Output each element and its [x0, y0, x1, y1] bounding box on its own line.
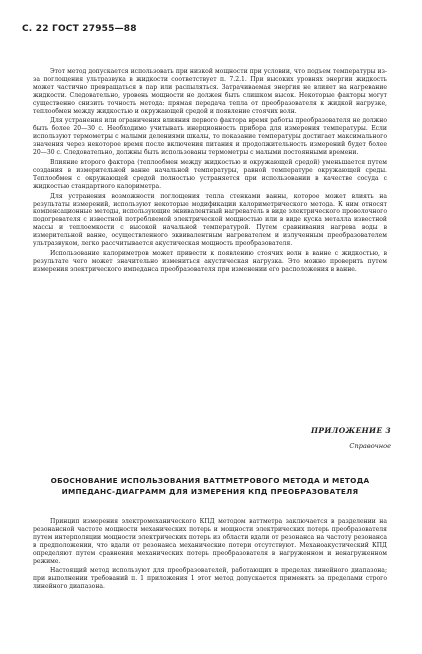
body-text	[33, 68, 387, 276]
paragraph: Использование калориметров может привести к появлению стоячих волн в ванне с жидкостью, в результате чего может значительно измениться акустическая нагрузка. Это можно проверить путем измерения электрического импеданса преобразователя при изменении его расположения в ванне.	[33, 249, 387, 273]
paragraph: Влияние второго фактора (теплообмен между жидкостью и окружающей средой) уменьшается путем создания в измерительной ванне начальной температуры, равной температуре окружающей среды. Теплообмен с окружающей средой полностью устраняется при использовании в качестве сосуда с жидкостью стандартного калориметра.	[33, 158, 387, 190]
paragraph: Настоящий метод используют для преобразователей, работающих в пределах линейного диапазона; при выполнении требований п. 1 приложения 1 этот метод допускается применять за пределами строго линейного диапазона.	[33, 567, 387, 591]
appendix-type: Справочное	[349, 442, 391, 450]
body-text-2	[33, 518, 387, 593]
paragraph: Для устранения или ограничения влияния первого фактора время работы преобразователя не должно быть более 20—30 с. Необходимо учитывать инерционность прибора для измерения температуры. Если используют термометры с малыми делениями шкалы, то показание температуры достигает максимального значения через некоторое время после включения питания и продолжительность измерений будет более 20—30 с. Следовательно, должны быть использованы термометры с малыми постоянными времени.	[33, 117, 387, 157]
appendix-number: ПРИЛОЖЕНИЕ 3	[311, 426, 391, 435]
page-header: С. 22 ГОСТ 27955—88	[22, 24, 137, 34]
paragraph: Этот метод допускается использовать при низкой мощности при условии, что подъем температуры из-за поглощения ультразвука в жидкости соответствует п. 7.2.1. При высоких уровнях энергии жидкость может частично превращаться в пар или распыляться. Затрачиваемая энергия не влияет на нагревание жидкости. Следовательно, уровень мощности не должен быть слишком высок. Некоторые факторы могут существенно снизить точность метода: прямая передача тепла от преобразователя к жидкой нагрузке, теплообмен между жидкостью и окружающей средой и появление стоячих волн.	[33, 68, 387, 115]
section-title: ОБОСНОВАНИЕ ИСПОЛЬЗОВАНИЯ ВАТТМЕТРОВОГО МЕТОДА И МЕТОДА ИМПЕДАНС-ДИАГРАММ ДЛЯ ИЗМЕРЕНИЯ КПД ПРЕОБРАЗОВАТЕЛЯ	[50, 476, 370, 496]
paragraph: Для устранения возможности поглощения тепла стенками ванны, которое может влиять на результаты измерений, используют некоторые модификации калориметрического метода. К ним относят компенсационные методы, использующие эквивалентный нагреватель в виде электрического проволочного подогревателя с известной потребляемой электрической мощностью или в виде куска металла известной массы и теплоемкости с высокой начальной температурой. Путем сравнивания нагрева воды в измерительной ванне, осуществленного эквивалентным нагревателем и излученным преобразователем ультразвуком, легко рассчитывается акустическая мощность преобразователя.	[33, 192, 387, 248]
paragraph: Принцип измерения электромеханического КПД методом ваттметра заключается в разделении на резонансной частоте мощности механических потерь и мощности электрических потерь преобразователя путем интерполяции мощности электрических потерь из области вдали от резонанса на частоту резонанса в предположении, что вдали от резонанса механические потери отсутствуют. Механоакустический КПД определяют путем сравнения механических потерь преобразователя в нагруженном и ненагруженном режиме.	[33, 518, 387, 565]
